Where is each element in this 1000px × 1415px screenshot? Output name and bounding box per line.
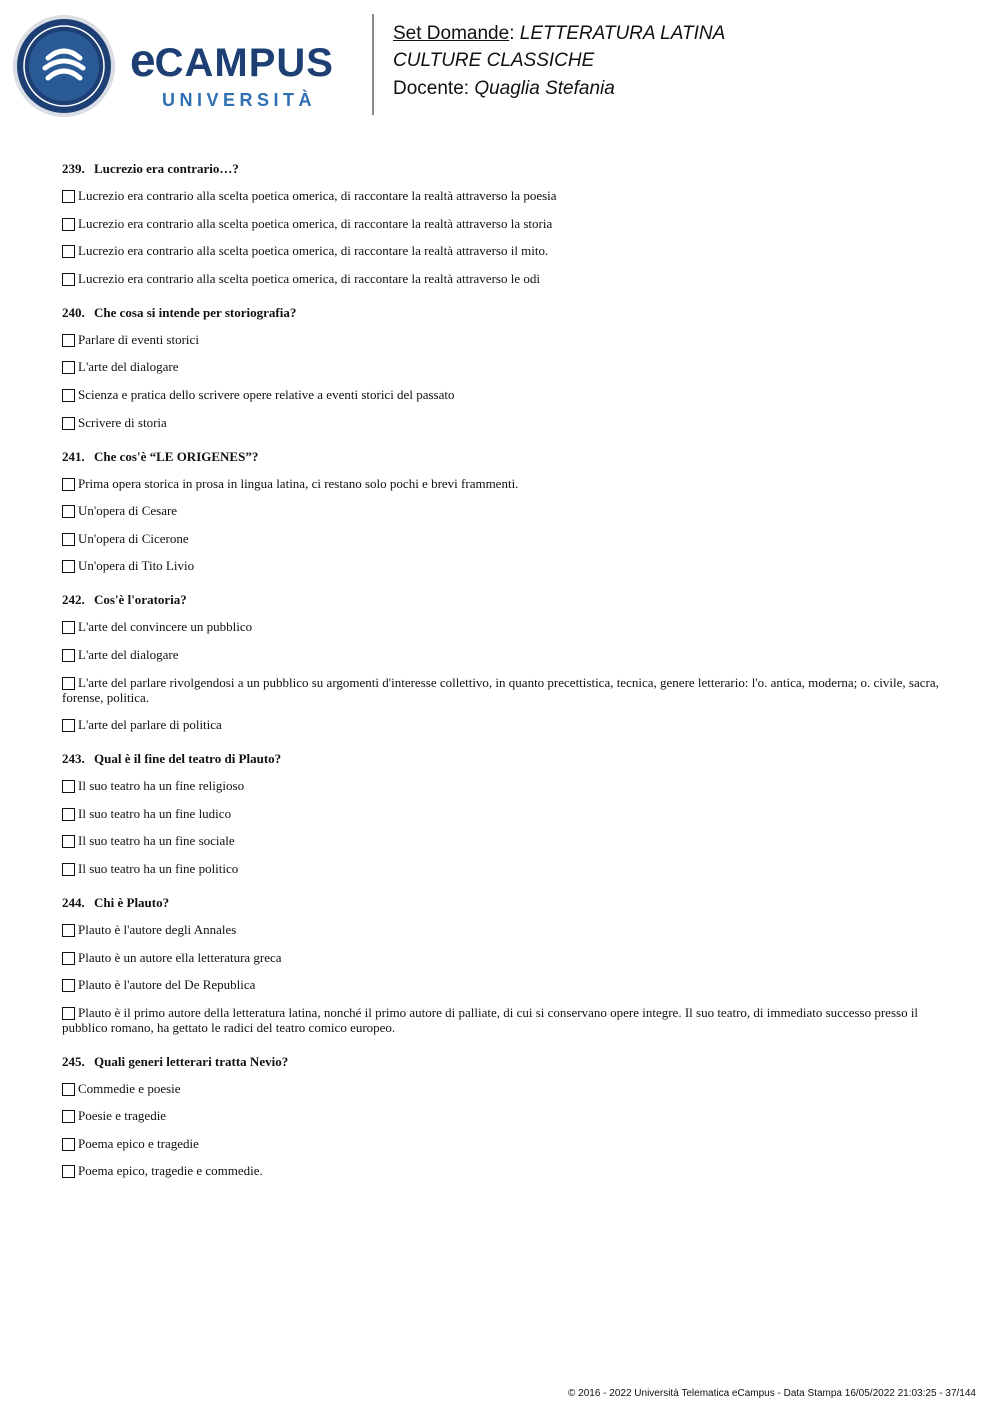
logo-wordmark-e: e — [130, 34, 155, 86]
answer-label: Lucrezio era contrario alla scelta poetica omerica, di raccontare la realtà attraverso la storia — [78, 215, 553, 231]
answer-checkbox[interactable] — [62, 334, 75, 347]
answer-label: Il suo teatro ha un fine sociale — [78, 833, 235, 849]
question-block — [62, 449, 942, 574]
answer-label: Plauto è l'autore del De Republica — [78, 977, 256, 993]
answer-option[interactable] — [62, 271, 942, 286]
answer-option[interactable] — [62, 717, 942, 732]
answer-checkbox[interactable] — [62, 808, 75, 821]
answer-label: Un'opera di Tito Livio — [78, 558, 195, 574]
answer-label: Poesie e tragedie — [78, 1108, 167, 1124]
answer-option[interactable] — [62, 1136, 942, 1151]
header-set-line — [393, 23, 725, 45]
answer-option[interactable] — [62, 243, 942, 258]
answer-option[interactable] — [62, 977, 942, 992]
answer-checkbox[interactable] — [62, 1083, 75, 1096]
answer-label: Prima opera storica in prosa in lingua latina, ci restano solo pochi e brevi frammenti. — [78, 475, 519, 491]
answer-checkbox[interactable] — [62, 505, 75, 518]
answer-option[interactable] — [62, 359, 942, 374]
answer-option[interactable] — [62, 558, 942, 573]
header-divider — [372, 14, 374, 115]
answer-checkbox[interactable] — [62, 863, 75, 876]
question-number: 239. — [62, 161, 85, 176]
question-block — [62, 592, 942, 732]
answer-label: Commedie e poesie — [78, 1080, 181, 1096]
answer-option[interactable] — [62, 1005, 942, 1035]
teacher-line — [393, 78, 615, 100]
ecampus-seal-icon — [12, 14, 116, 118]
answer-option[interactable] — [62, 531, 942, 546]
answer-checkbox[interactable] — [62, 273, 75, 286]
answer-option[interactable] — [62, 1163, 942, 1178]
question-block — [62, 305, 942, 430]
answer-checkbox[interactable] — [62, 1138, 75, 1151]
answer-label: Lucrezio era contrario alla scelta poetica omerica, di raccontare la realtà attraverso il mito. — [78, 243, 549, 259]
answer-option[interactable] — [62, 387, 942, 402]
question-text: Chi è Plauto? — [94, 894, 170, 910]
course-title: CULTURE CLASSICHE — [393, 50, 595, 71]
question-title — [62, 1054, 942, 1070]
answer-checkbox[interactable] — [62, 924, 75, 937]
logo-subtitle: UNIVERSITÀ — [162, 90, 317, 110]
answer-checkbox[interactable] — [62, 533, 75, 546]
set-separator: : — [509, 23, 520, 44]
answer-option[interactable] — [62, 778, 942, 793]
answer-label: Un'opera di Cicerone — [78, 530, 189, 546]
answer-option[interactable] — [62, 647, 942, 662]
answer-label: L'arte del dialogare — [78, 359, 179, 375]
answer-option[interactable] — [62, 415, 942, 430]
answer-label: Plauto è un autore ella letteratura greca — [78, 949, 282, 965]
answer-label: Poema epico e tragedie — [78, 1135, 199, 1151]
teacher-name: Quaglia Stefania — [474, 78, 615, 99]
answer-label: Lucrezio era contrario alla scelta poetica omerica, di raccontare la realtà attraverso le odi — [78, 270, 540, 286]
answer-label: Un'opera di Cesare — [78, 503, 178, 519]
answer-checkbox[interactable] — [62, 389, 75, 402]
answer-checkbox[interactable] — [62, 1007, 75, 1020]
answer-label: L'arte del parlare rivolgendosi a un pubblico su argomenti d'interesse collettivo, in quanto precettistica, tecnica, genere letterario: l'o. antica, moderna; o. civile, sacra, forense, politica. — [62, 674, 939, 705]
answer-checkbox[interactable] — [62, 835, 75, 848]
answer-checkbox[interactable] — [62, 190, 75, 203]
answer-option[interactable] — [62, 833, 942, 848]
answer-checkbox[interactable] — [62, 478, 75, 491]
teacher-label: Docente: — [393, 78, 475, 99]
question-block — [62, 1054, 942, 1179]
answer-checkbox[interactable] — [62, 560, 75, 573]
answer-option[interactable] — [62, 332, 942, 347]
logo-wordmark — [130, 34, 360, 86]
question-title — [62, 895, 942, 911]
answer-label: Plauto è l'autore degli Annales — [78, 921, 237, 937]
question-title — [62, 449, 942, 465]
answer-option[interactable] — [62, 861, 942, 876]
question-title — [62, 305, 942, 321]
answer-label: Il suo teatro ha un fine ludico — [78, 805, 232, 821]
answer-label: Il suo teatro ha un fine politico — [78, 860, 239, 876]
answer-label: Scienza e pratica dello scrivere opere relative a eventi storici del passato — [78, 386, 455, 402]
answer-label: Scrivere di storia — [78, 414, 167, 430]
answer-checkbox[interactable] — [62, 218, 75, 231]
answer-option[interactable] — [62, 675, 942, 705]
question-block — [62, 751, 942, 876]
answer-checkbox[interactable] — [62, 245, 75, 258]
question-number: 244. — [62, 894, 85, 910]
answer-label: Plauto è il primo autore della letteratura latina, nonché il primo autore di palliate, di cui si conservano opere integre. Il suo teatro, di immediato successo presso il pubblico romano, ha gettato le radici del teatro comico europeo. — [62, 1004, 919, 1035]
answer-label: Lucrezio era contrario alla scelta poetica omerica, di raccontare la realtà attraverso la poesia — [78, 188, 557, 203]
answer-label: Il suo teatro ha un fine religioso — [78, 778, 245, 794]
question-title — [62, 592, 942, 608]
answer-checkbox[interactable] — [62, 417, 75, 430]
question-number: 242. — [62, 592, 85, 608]
ecampus-logo — [12, 14, 357, 116]
answer-checkbox[interactable] — [62, 649, 75, 662]
answer-checkbox[interactable] — [62, 1165, 75, 1178]
answer-label: Poema epico, tragedie e commedie. — [78, 1163, 263, 1179]
answer-checkbox[interactable] — [62, 361, 75, 374]
question-text: Cos'è l'oratoria? — [94, 592, 187, 608]
answer-checkbox[interactable] — [62, 979, 75, 992]
question-block — [62, 895, 942, 1035]
question-text: Quali generi letterari tratta Nevio? — [94, 1053, 289, 1069]
question-title — [62, 161, 942, 177]
answer-label: L'arte del parlare di politica — [78, 717, 222, 733]
page-footer: © 2016 - 2022 Università Telematica eCampus - Data Stampa 16/05/2022 21:03:25 - 37/144 — [568, 1388, 976, 1399]
question-block — [62, 161, 942, 286]
question-text: Che cos'è “LE ORIGENES”? — [94, 448, 259, 464]
answer-label: L'arte del convincere un pubblico — [78, 619, 253, 635]
answer-option[interactable] — [62, 950, 942, 965]
answer-option[interactable] — [62, 216, 942, 231]
answer-option[interactable] — [62, 1081, 942, 1096]
subject-title: LETTERATURA LATINA — [519, 23, 726, 44]
question-text: Lucrezio era contrario…? — [94, 161, 239, 176]
answer-checkbox[interactable] — [62, 677, 75, 690]
answer-label: L'arte del dialogare — [78, 646, 179, 662]
question-number: 245. — [62, 1053, 85, 1069]
answer-option[interactable] — [62, 1108, 942, 1123]
set-label: Set Domande — [393, 23, 510, 44]
answer-option[interactable] — [62, 476, 942, 491]
answer-checkbox[interactable] — [62, 719, 75, 732]
answer-option[interactable] — [62, 922, 942, 937]
answer-checkbox[interactable] — [62, 780, 75, 793]
logo-wordmark-rest: CAMPUS — [154, 41, 334, 85]
answer-checkbox[interactable] — [62, 621, 75, 634]
question-number: 243. — [62, 751, 85, 767]
answer-checkbox[interactable] — [62, 1110, 75, 1123]
answer-option[interactable] — [62, 619, 942, 634]
question-text: Qual è il fine del teatro di Plauto? — [94, 751, 282, 767]
answer-checkbox[interactable] — [62, 952, 75, 965]
answer-label: Parlare di eventi storici — [78, 331, 199, 347]
answer-option[interactable] — [62, 503, 942, 518]
question-number: 241. — [62, 448, 85, 464]
question-number: 240. — [62, 304, 85, 320]
answer-option[interactable] — [62, 806, 942, 821]
question-title — [62, 751, 942, 767]
answer-option[interactable] — [62, 188, 942, 203]
question-text: Che cosa si intende per storiografia? — [94, 304, 297, 320]
question-list — [62, 161, 942, 1197]
